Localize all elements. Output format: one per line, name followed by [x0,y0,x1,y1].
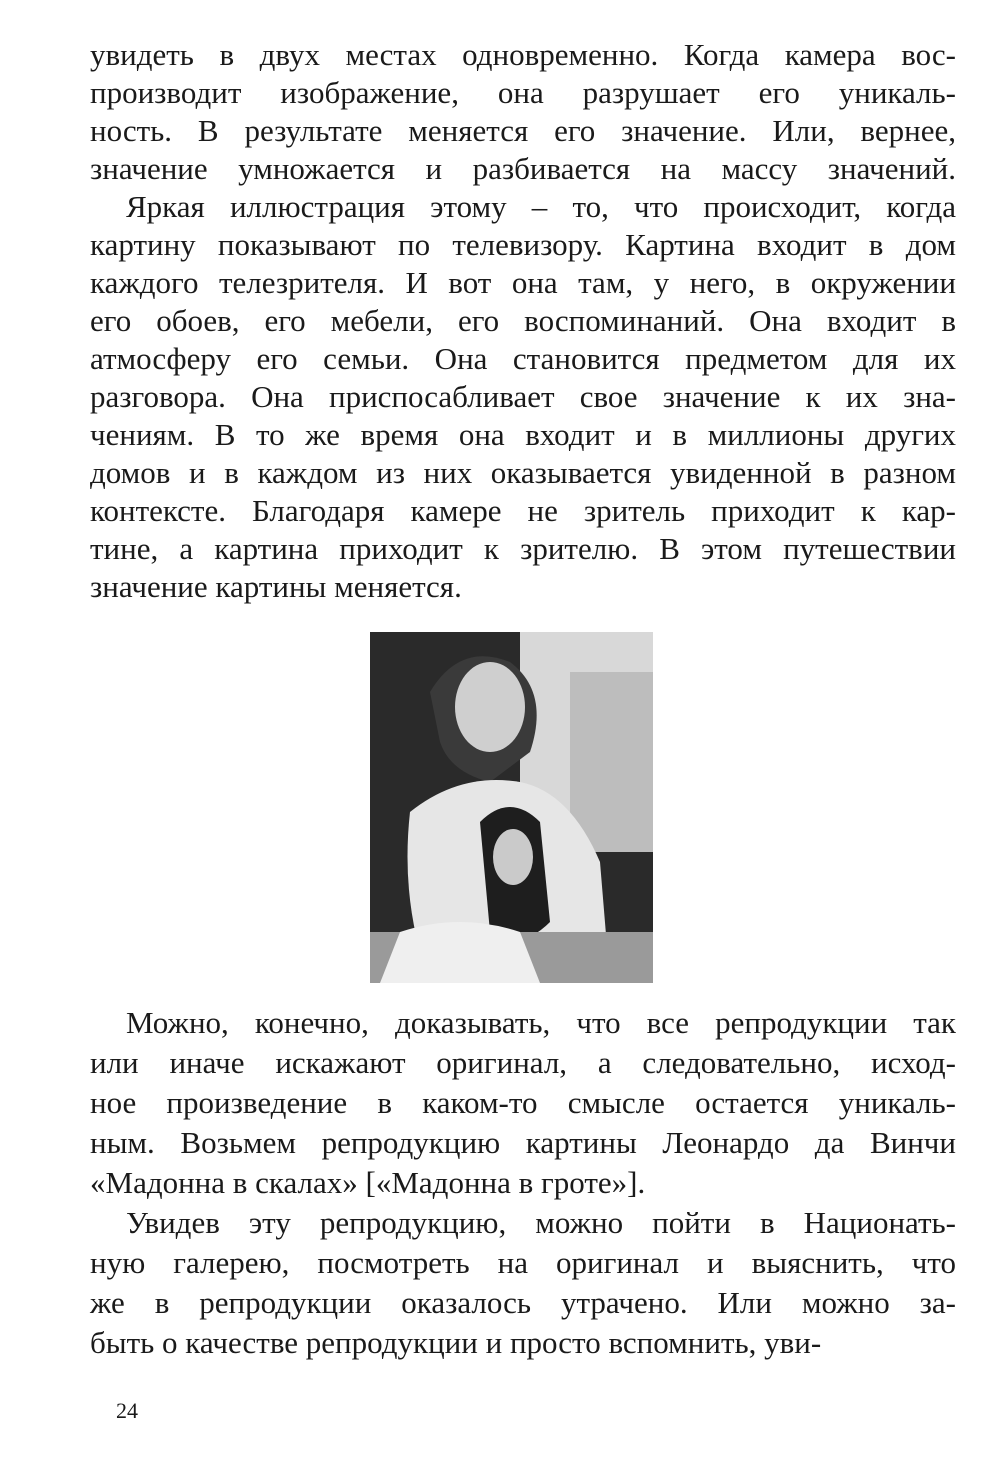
text-line: Увидев эту репродукцию, можно пойти в Национать- [126,1205,956,1240]
text-line: картину показывают по телевизору. Картина входит в дом [90,227,956,262]
text-line: или иначе искажают оригинал, а следовательно, исход- [90,1045,956,1080]
text-line: каждого телезрителя. И вот она там, у него, в окружении [90,265,956,300]
text-line: значение картины меняется. [90,569,462,604]
page-number: 24 [116,1398,138,1423]
text-line: «Мадонна в скалах» [«Мадонна в гроте»]. [90,1165,646,1200]
text-line: производит изображение, она разрушает его уникаль- [90,75,956,110]
text-line: Яркая иллюстрация этому – то, что происходит, когда [126,189,956,224]
text-line: увидеть в двух местах одновременно. Когда камера вос- [90,37,956,72]
text-bottom [90,1003,956,1363]
text-line: Можно, конечно, доказывать, что все репродукции так [126,1005,956,1040]
text-line: разговора. Она приспосабливает свое значение к их зна- [90,379,956,414]
text-line: значение умножается и разбивается на массу значений. [90,151,956,186]
text-line: ность. В результате меняется его значение. Или, вернее, [90,113,956,148]
text-line: ным. Возьмем репродукцию картины Леонардо да Винчи [90,1125,956,1160]
text-line: быть о качестве репродукции и просто вспомнить, уви- [90,1325,822,1360]
text-line: домов и в каждом из них оказывается увиденной в разном [90,455,956,490]
text-line: же в репродукции оказалось утрачено. Или можно за- [90,1285,956,1320]
text-line: чениям. В то же время она входит и в миллионы других [90,417,956,452]
photo-girl-mona-lisa-tshirt [370,632,653,983]
text-line: ную галерею, посмотреть на оригинал и выяснить, что [90,1245,956,1280]
text-line: атмосферу его семьи. Она становится предметом для их [90,341,956,376]
text-line: его обоев, его мебели, его воспоминаний. Она входит в [90,303,956,338]
text-line: тине, а картина приходит к зрителю. В этом путешествии [90,531,956,566]
text-top [90,36,956,606]
text-line: контексте. Благодаря камере не зритель приходит к кар- [90,493,956,528]
text-line: ное произведение в каком-то смысле остается уникаль- [90,1085,956,1120]
